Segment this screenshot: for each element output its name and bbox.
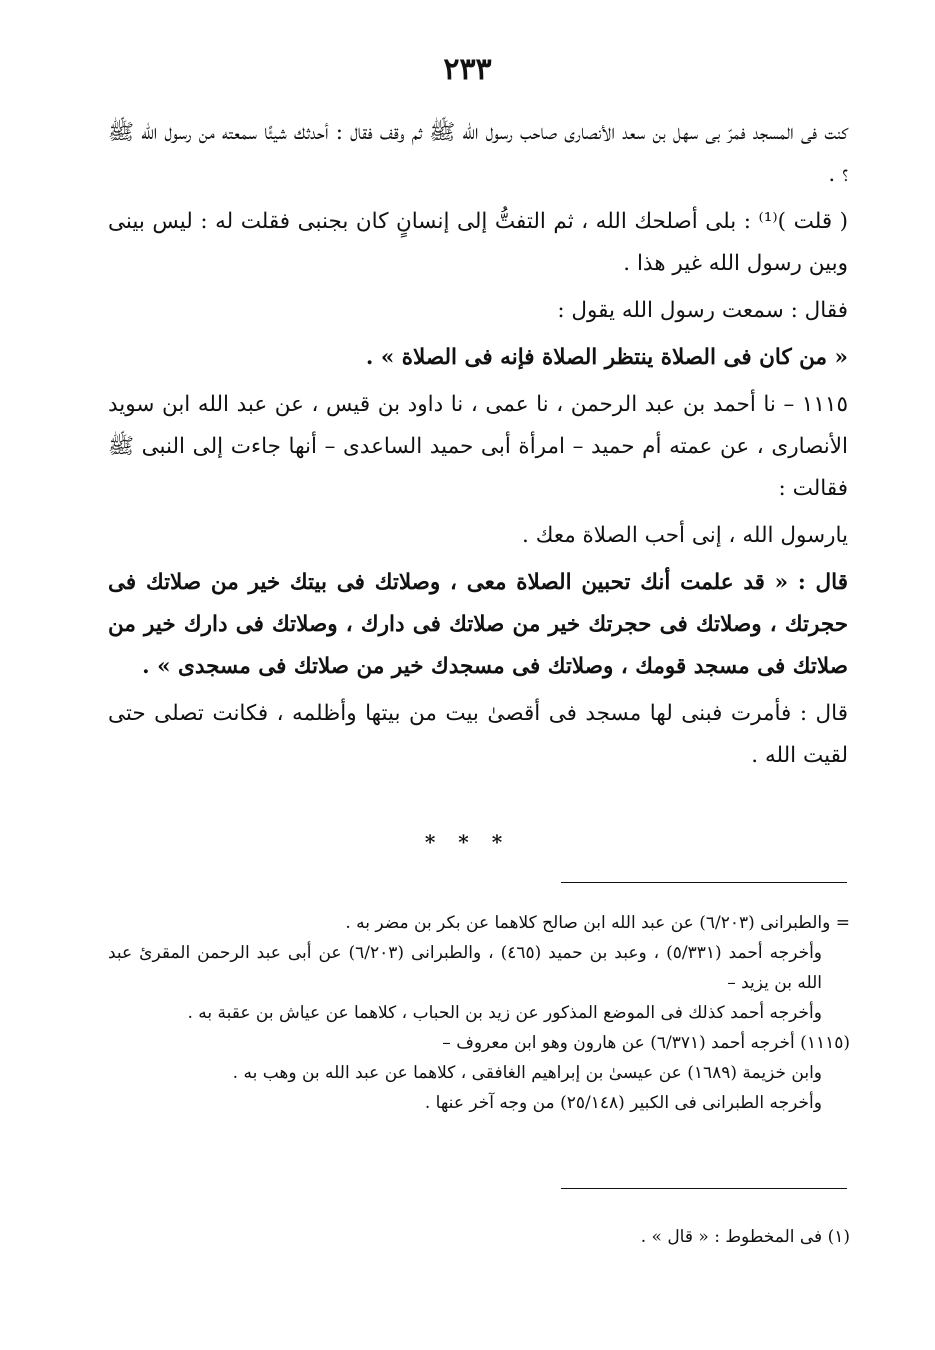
- section-separator: * * *: [424, 830, 511, 854]
- note-line-4: (١١١٥) أخرجه أحمد (٦/٣٧١) عن هارون وهو ابن معروف –: [442, 1033, 850, 1053]
- note-line-3: وأخرجه أحمد كذلك فى الموضع المذكور عن زيد بن الحباب ، كلاهما عن عياش بن عقبة به .: [187, 1003, 822, 1023]
- hadith-quote-2: قال : « قد علمت أنك تحبين الصلاة معى ، وصلاتك فى بيتك خير من صلاتك فى حجرتك ، وصلاتك فى حجرتك خير من صلاتك فى دارك ، وصلاتك فى دارك خير من صلاتك فى مسجد قومك ، وصلاتك فى مسجدك خير من صلاتك فى مسجدى » .: [108, 570, 848, 679]
- footnote: (١) فى المخطوط : « قال » .: [640, 1227, 850, 1247]
- paragraph-2: ( قلت )⁽¹⁾ : بلى أصلحك الله ، ثم التفتُّ إلى إنسانٍ كان بجنبى فقلت له : ليس بينى وبين رسول الله غير هذا .: [108, 209, 848, 276]
- notes-divider-top: [561, 882, 847, 883]
- paragraph-1: كنت فى المسجد فمرّ بى سهل بن سعد الأنصارى صاحب رسول الله ﷺ ثم وقف فقال : أحدثك شيئًا سمعته من رسول الله ﷺ ؟ .: [108, 120, 848, 187]
- hadith-1115-isnad: ١١١٥ – نا أحمد بن عبد الرحمن ، نا عمى ، نا داود بن قيس ، عن عبد الله ابن سويد الأنصارى ، عن عمته أم حميد – امرأة أبى حميد الساعدى – أنها جاءت إلى النبى ﷺ فقالت :: [108, 392, 848, 501]
- notes-divider-bottom: [561, 1188, 847, 1189]
- paragraph-3: فقال : سمعت رسول الله يقول :: [557, 298, 848, 323]
- note-line-5: وابن خزيمة (١٦٨٩) عن عيسىٰ بن إبراهيم الغافقى ، كلاهما عن عبد الله بن وهب به .: [232, 1063, 822, 1083]
- note-line-1: = والطبرانى (٦/٢٠٣) عن عبد الله ابن صالح كلاهما عن بكر بن مضر به .: [345, 913, 850, 933]
- note-line-2: وأخرجه أحمد (٥/٣٣١) ، وعبد بن حميد (٤٦٥) ، والطبرانى (٦/٢٠٣) عن أبى عبد الرحمن المقرئ عبد الله بن يزيد –: [108, 943, 823, 993]
- paragraph-6: يارسول الله ، إنى أحب الصلاة معك .: [522, 523, 848, 548]
- paragraph-8: قال : فأمرت فبنى لها مسجد فى أقصىٰ بيت من بيتها وأظلمه ، فكانت تصلى حتى لقيت الله .: [108, 701, 848, 768]
- note-line-6: وأخرجه الطبرانى فى الكبير (٢٥/١٤٨) من وجه آخر عنها .: [424, 1093, 822, 1113]
- hadith-quote-1: « من كان فى الصلاة ينتظر الصلاة فإنه فى الصلاة » .: [365, 345, 848, 370]
- page-number: ٢٣٣: [443, 52, 492, 87]
- commentary-notes: [108, 908, 850, 1118]
- main-text: [108, 112, 848, 782]
